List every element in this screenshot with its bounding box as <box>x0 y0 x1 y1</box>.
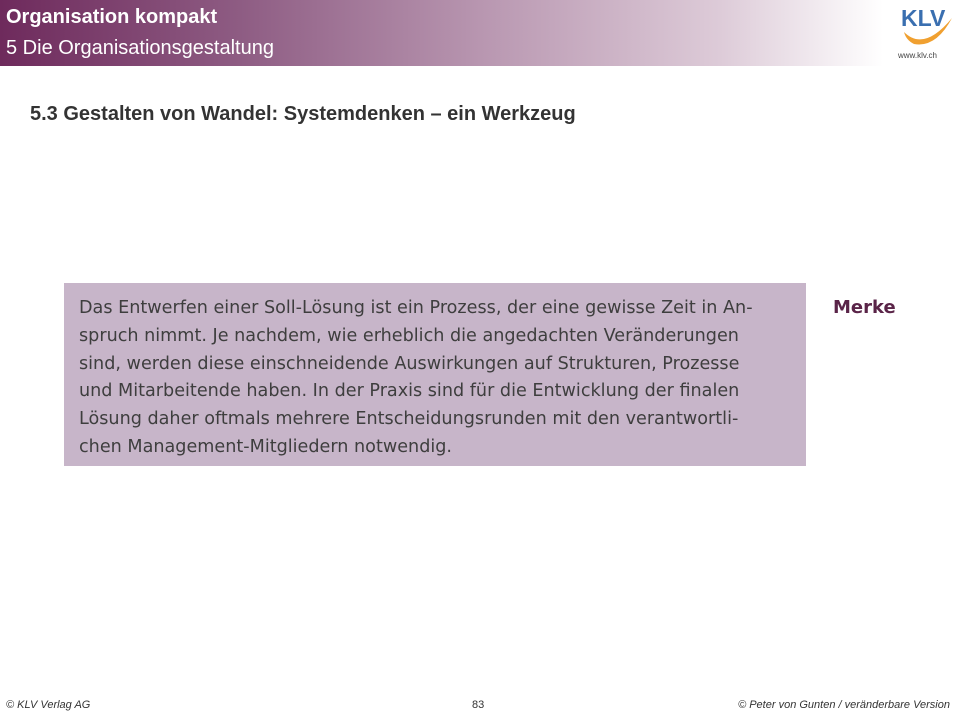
footer-author: © Peter von Gunten / veränderbare Version <box>738 699 950 711</box>
klv-logo-text: KLV <box>901 5 946 31</box>
document-title: Organisation kompakt <box>6 6 218 28</box>
merke-note-text: Das Entwerfen einer Soll-Lösung ist ein Prozess, der eine gewisse Zeit in An- spruch nimmt. Je nachdem, wie erheblich die angedachten Veränderungen sind, werden diese einschneidende Auswirkungen auf Strukturen, Prozesse und Mitarbeitende haben. In der Praxis sind für die Entwicklung der finalen Lösung daher oftmals mehrere Entscheidungsrunden mit den verantwortli- chen Management-Mitgliedern notwendig. <box>79 298 753 457</box>
footer-publisher: © KLV Verlag AG <box>6 699 91 711</box>
merke-label: Merke <box>833 297 896 318</box>
chapter-subtitle: 5 Die Organisationsgestaltung <box>6 37 274 59</box>
klv-logo <box>896 2 956 58</box>
page-number: 83 <box>472 699 485 711</box>
logo-url: www.klv.ch <box>898 51 937 60</box>
merke-note-box <box>64 283 806 466</box>
section-heading: 5.3 Gestalten von Wandel: Systemdenken – ein Werkzeug <box>30 103 576 125</box>
